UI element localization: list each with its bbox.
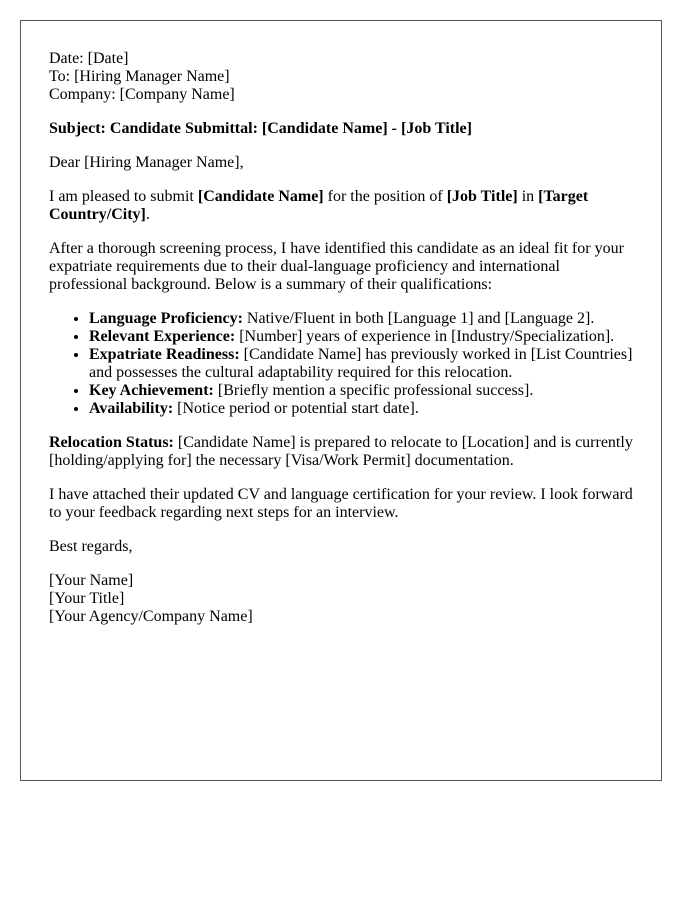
date-line: Date: [Date] — [49, 50, 129, 67]
item-label: Key Achievement: — [89, 382, 214, 399]
intro-paragraph — [49, 188, 633, 224]
job-title: [Job Title] — [446, 188, 518, 205]
recipient-line: To: [Hiring Manager Name] — [49, 68, 230, 85]
list-item — [89, 382, 633, 400]
item-text: [Notice period or potential start date]. — [173, 400, 419, 417]
relocation-text: [Candidate Name] is prepared to relocate to [Location] and is currently [holding/applying for] the necessary [Visa/Work Permit] documentation. — [49, 434, 633, 469]
company-line: Company: [Company Name] — [49, 86, 235, 103]
sender-agency: [Your Agency/Company Name] — [49, 608, 253, 625]
subject-line — [49, 120, 633, 138]
intro-text: I am pleased to submit — [49, 188, 198, 205]
signature-block — [49, 572, 633, 626]
relocation-label: Relocation Status: — [49, 434, 174, 451]
item-text: [Candidate Name] has previously worked in [List Countries] and possesses the cultural adaptability required for this relocation. — [89, 346, 633, 381]
list-item — [89, 346, 633, 382]
qualifications-list — [49, 310, 633, 418]
signoff: Best regards, — [49, 538, 133, 555]
list-item — [89, 328, 633, 346]
item-text: [Number] years of experience in [Industry/Specialization]. — [235, 328, 615, 345]
letter — [20, 20, 662, 781]
letter-header — [49, 50, 633, 104]
sender-name: [Your Name] — [49, 572, 134, 589]
relocation-paragraph — [49, 434, 633, 470]
candidate-name: [Candidate Name] — [197, 188, 324, 205]
item-label: Expatriate Readiness: — [89, 346, 240, 363]
target-location: [Target Country/City] — [49, 188, 589, 223]
closing-paragraph: I have attached their updated CV and language certification for your review. I look forward to your feedback regarding next steps for an interview. — [49, 486, 633, 521]
subject-text: Subject: Candidate Submittal: [Candidate Name] - [Job Title] — [49, 120, 472, 137]
intro-text: . — [145, 206, 150, 223]
intro-text: for the position of — [323, 188, 447, 205]
sender-title: [Your Title] — [49, 590, 125, 607]
item-label: Availability: — [89, 400, 174, 417]
item-label: Language Proficiency: — [89, 310, 243, 327]
list-item — [89, 400, 633, 418]
salutation: Dear [Hiring Manager Name], — [49, 154, 244, 171]
screening-paragraph: After a thorough screening process, I have identified this candidate as an ideal fit for your expatriate requirements due to their dual-language proficiency and international professional background. Below is a summary of their qualifications: — [49, 240, 624, 293]
list-item — [89, 310, 633, 328]
item-label: Relevant Experience: — [89, 328, 236, 345]
intro-text: in — [517, 188, 539, 205]
item-text: [Briefly mention a specific professional success]. — [213, 382, 534, 399]
item-text: Native/Fluent in both [Language 1] and [Language 2]. — [242, 310, 595, 327]
